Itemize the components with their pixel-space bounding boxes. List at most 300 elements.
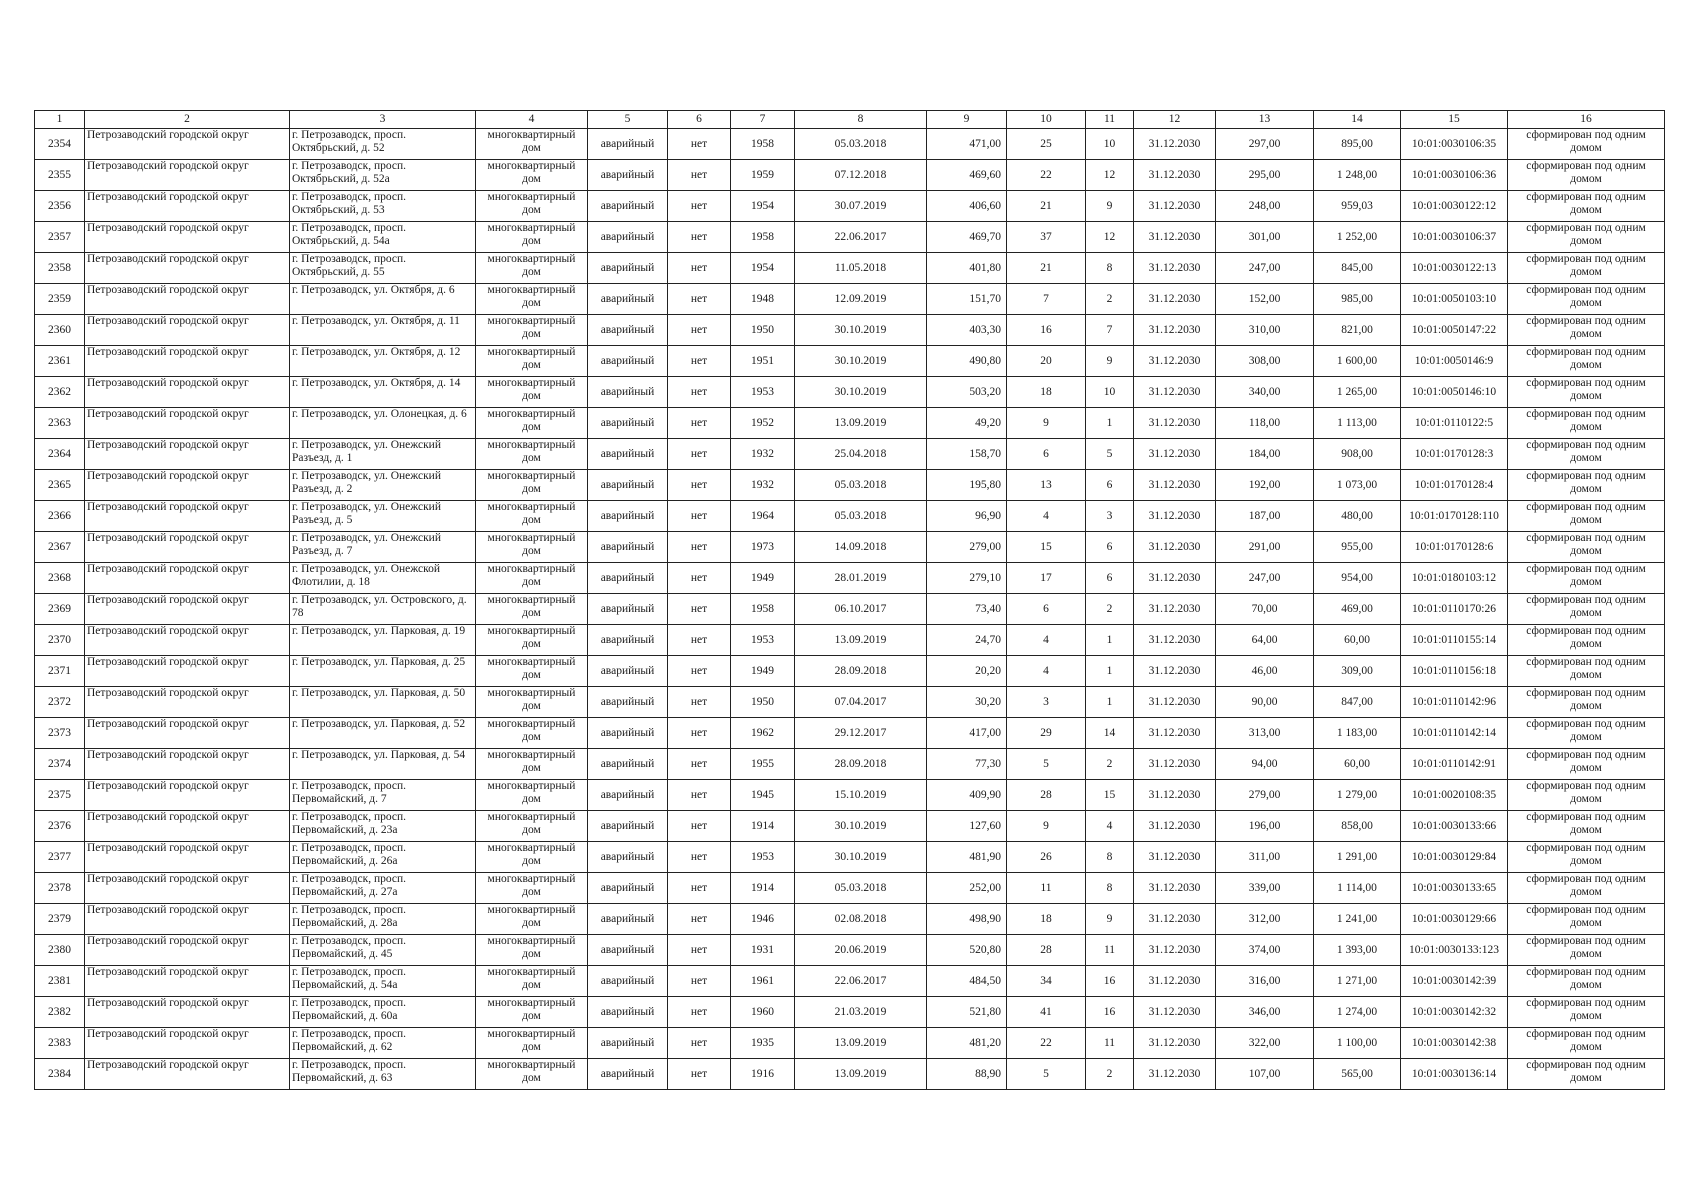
cell-condition: аварийный bbox=[588, 470, 668, 501]
cell-recognition-date: 28.09.2018 bbox=[795, 749, 927, 780]
cell-area: 401,80 bbox=[927, 253, 1007, 284]
cell-row-number: 2380 bbox=[35, 935, 85, 966]
cell-building-type: многоквартирный дом bbox=[476, 284, 588, 315]
cell-value-14: 1 114,00 bbox=[1314, 873, 1401, 904]
cell-land-plot-note: сформирован под одним домом bbox=[1508, 408, 1665, 439]
cell-build-year: 1953 bbox=[731, 842, 795, 873]
cell-cadastral-number: 10:01:0030142:38 bbox=[1401, 1028, 1508, 1059]
cell-condition: аварийный bbox=[588, 749, 668, 780]
cell-status-flag: нет bbox=[668, 129, 731, 160]
table-row bbox=[35, 408, 1665, 439]
cell-status-flag: нет bbox=[668, 811, 731, 842]
cell-value-13: 187,00 bbox=[1216, 501, 1314, 532]
cell-building-type: многоквартирный дом bbox=[476, 253, 588, 284]
column-header-14: 14 bbox=[1314, 111, 1401, 129]
table-row bbox=[35, 315, 1665, 346]
cell-apartments: 1 bbox=[1086, 625, 1134, 656]
cell-address: г. Петрозаводск, ул. Октября, д. 11 bbox=[290, 315, 476, 346]
table-row bbox=[35, 253, 1665, 284]
cell-area: 73,40 bbox=[927, 594, 1007, 625]
cell-build-year: 1952 bbox=[731, 408, 795, 439]
cell-municipality: Петрозаводский городской округ bbox=[85, 718, 290, 749]
cell-area: 20,20 bbox=[927, 656, 1007, 687]
cell-row-number: 2357 bbox=[35, 222, 85, 253]
column-header-12: 12 bbox=[1134, 111, 1216, 129]
cell-value-13: 46,00 bbox=[1216, 656, 1314, 687]
cell-area: 406,60 bbox=[927, 191, 1007, 222]
cell-build-year: 1958 bbox=[731, 594, 795, 625]
cell-row-number: 2371 bbox=[35, 656, 85, 687]
cell-residents: 4 bbox=[1007, 656, 1086, 687]
cell-planned-date: 31.12.2030 bbox=[1134, 439, 1216, 470]
cell-planned-date: 31.12.2030 bbox=[1134, 222, 1216, 253]
cell-municipality: Петрозаводский городской округ bbox=[85, 656, 290, 687]
cell-area: 409,90 bbox=[927, 780, 1007, 811]
cell-residents: 37 bbox=[1007, 222, 1086, 253]
cell-residents: 28 bbox=[1007, 935, 1086, 966]
cell-condition: аварийный bbox=[588, 129, 668, 160]
table-row bbox=[35, 687, 1665, 718]
cell-condition: аварийный bbox=[588, 842, 668, 873]
cell-row-number: 2361 bbox=[35, 346, 85, 377]
cell-planned-date: 31.12.2030 bbox=[1134, 377, 1216, 408]
cell-building-type: многоквартирный дом bbox=[476, 935, 588, 966]
cell-recognition-date: 30.10.2019 bbox=[795, 842, 927, 873]
cell-value-13: 311,00 bbox=[1216, 842, 1314, 873]
column-header-2: 2 bbox=[85, 111, 290, 129]
cell-area: 403,30 bbox=[927, 315, 1007, 346]
cell-area: 49,20 bbox=[927, 408, 1007, 439]
cell-address: г. Петрозаводск, просп. Первомайский, д. 54а bbox=[290, 966, 476, 997]
column-header-16: 16 bbox=[1508, 111, 1665, 129]
cell-municipality: Петрозаводский городской округ bbox=[85, 408, 290, 439]
cell-value-14: 955,00 bbox=[1314, 532, 1401, 563]
cell-recognition-date: 07.12.2018 bbox=[795, 160, 927, 191]
cell-planned-date: 31.12.2030 bbox=[1134, 625, 1216, 656]
cell-apartments: 2 bbox=[1086, 1059, 1134, 1090]
cell-address: г. Петрозаводск, ул. Октября, д. 12 bbox=[290, 346, 476, 377]
cell-building-type: многоквартирный дом bbox=[476, 377, 588, 408]
cell-condition: аварийный bbox=[588, 656, 668, 687]
cell-residents: 7 bbox=[1007, 284, 1086, 315]
cell-building-type: многоквартирный дом bbox=[476, 408, 588, 439]
cell-apartments: 8 bbox=[1086, 253, 1134, 284]
cell-area: 24,70 bbox=[927, 625, 1007, 656]
cell-residents: 25 bbox=[1007, 129, 1086, 160]
cell-value-14: 1 113,00 bbox=[1314, 408, 1401, 439]
cell-condition: аварийный bbox=[588, 1059, 668, 1090]
cell-build-year: 1961 bbox=[731, 966, 795, 997]
cell-apartments: 14 bbox=[1086, 718, 1134, 749]
cell-value-14: 480,00 bbox=[1314, 501, 1401, 532]
cell-recognition-date: 13.09.2019 bbox=[795, 625, 927, 656]
cell-recognition-date: 14.09.2018 bbox=[795, 532, 927, 563]
cell-municipality: Петрозаводский городской округ bbox=[85, 222, 290, 253]
housing-table bbox=[34, 110, 1665, 1090]
cell-residents: 26 bbox=[1007, 842, 1086, 873]
cell-value-13: 64,00 bbox=[1216, 625, 1314, 656]
cell-land-plot-note: сформирован под одним домом bbox=[1508, 966, 1665, 997]
cell-value-13: 310,00 bbox=[1216, 315, 1314, 346]
cell-cadastral-number: 10:01:0050146:10 bbox=[1401, 377, 1508, 408]
cell-build-year: 1953 bbox=[731, 625, 795, 656]
cell-address: г. Петрозаводск, просп. Первомайский, д. 7 bbox=[290, 780, 476, 811]
cell-municipality: Петрозаводский городской округ bbox=[85, 563, 290, 594]
cell-build-year: 1916 bbox=[731, 1059, 795, 1090]
cell-status-flag: нет bbox=[668, 191, 731, 222]
cell-cadastral-number: 10:01:0110156:18 bbox=[1401, 656, 1508, 687]
cell-municipality: Петрозаводский городской округ bbox=[85, 780, 290, 811]
cell-row-number: 2367 bbox=[35, 532, 85, 563]
cell-area: 481,20 bbox=[927, 1028, 1007, 1059]
cell-planned-date: 31.12.2030 bbox=[1134, 904, 1216, 935]
cell-municipality: Петрозаводский городской округ bbox=[85, 470, 290, 501]
cell-status-flag: нет bbox=[668, 780, 731, 811]
cell-build-year: 1953 bbox=[731, 377, 795, 408]
cell-residents: 21 bbox=[1007, 253, 1086, 284]
cell-condition: аварийный bbox=[588, 687, 668, 718]
cell-land-plot-note: сформирован под одним домом bbox=[1508, 191, 1665, 222]
table-row bbox=[35, 811, 1665, 842]
cell-value-14: 845,00 bbox=[1314, 253, 1401, 284]
cell-address: г. Петрозаводск, просп. Первомайский, д. 63 bbox=[290, 1059, 476, 1090]
cell-row-number: 2370 bbox=[35, 625, 85, 656]
cell-address: г. Петрозаводск, просп. Первомайский, д. 26а bbox=[290, 842, 476, 873]
cell-area: 279,00 bbox=[927, 532, 1007, 563]
table-body bbox=[35, 129, 1665, 1090]
cell-address: г. Петрозаводск, просп. Октябрьский, д. 55 bbox=[290, 253, 476, 284]
cell-municipality: Петрозаводский городской округ bbox=[85, 873, 290, 904]
cell-planned-date: 31.12.2030 bbox=[1134, 594, 1216, 625]
cell-municipality: Петрозаводский городской округ bbox=[85, 253, 290, 284]
cell-condition: аварийный bbox=[588, 904, 668, 935]
cell-value-13: 346,00 bbox=[1216, 997, 1314, 1028]
cell-municipality: Петрозаводский городской округ bbox=[85, 129, 290, 160]
cell-cadastral-number: 10:01:0050103:10 bbox=[1401, 284, 1508, 315]
cell-value-14: 1 274,00 bbox=[1314, 997, 1401, 1028]
cell-cadastral-number: 10:01:0110155:14 bbox=[1401, 625, 1508, 656]
cell-value-13: 247,00 bbox=[1216, 563, 1314, 594]
cell-address: г. Петрозаводск, просп. Первомайский, д. 62 bbox=[290, 1028, 476, 1059]
cell-cadastral-number: 10:01:0020108:35 bbox=[1401, 780, 1508, 811]
cell-condition: аварийный bbox=[588, 997, 668, 1028]
cell-recognition-date: 13.09.2019 bbox=[795, 1059, 927, 1090]
cell-residents: 5 bbox=[1007, 1059, 1086, 1090]
cell-recognition-date: 05.03.2018 bbox=[795, 470, 927, 501]
cell-recognition-date: 05.03.2018 bbox=[795, 129, 927, 160]
table-row bbox=[35, 625, 1665, 656]
cell-cadastral-number: 10:01:0170128:6 bbox=[1401, 532, 1508, 563]
cell-value-13: 297,00 bbox=[1216, 129, 1314, 160]
cell-building-type: многоквартирный дом bbox=[476, 997, 588, 1028]
cell-condition: аварийный bbox=[588, 222, 668, 253]
cell-apartments: 2 bbox=[1086, 749, 1134, 780]
cell-address: г. Петрозаводск, ул. Островского, д. 78 bbox=[290, 594, 476, 625]
cell-municipality: Петрозаводский городской округ bbox=[85, 997, 290, 1028]
cell-apartments: 10 bbox=[1086, 377, 1134, 408]
cell-municipality: Петрозаводский городской округ bbox=[85, 284, 290, 315]
cell-cadastral-number: 10:01:0170128:3 bbox=[1401, 439, 1508, 470]
cell-status-flag: нет bbox=[668, 377, 731, 408]
cell-area: 503,20 bbox=[927, 377, 1007, 408]
cell-land-plot-note: сформирован под одним домом bbox=[1508, 656, 1665, 687]
cell-cadastral-number: 10:01:0110170:26 bbox=[1401, 594, 1508, 625]
cell-area: 279,10 bbox=[927, 563, 1007, 594]
cell-row-number: 2354 bbox=[35, 129, 85, 160]
table-row bbox=[35, 594, 1665, 625]
cell-condition: аварийный bbox=[588, 408, 668, 439]
cell-municipality: Петрозаводский городской округ bbox=[85, 315, 290, 346]
cell-condition: аварийный bbox=[588, 780, 668, 811]
cell-build-year: 1951 bbox=[731, 346, 795, 377]
cell-planned-date: 31.12.2030 bbox=[1134, 408, 1216, 439]
cell-value-14: 1 265,00 bbox=[1314, 377, 1401, 408]
cell-land-plot-note: сформирован под одним домом bbox=[1508, 563, 1665, 594]
table-row bbox=[35, 842, 1665, 873]
cell-build-year: 1959 bbox=[731, 160, 795, 191]
cell-planned-date: 31.12.2030 bbox=[1134, 780, 1216, 811]
cell-condition: аварийный bbox=[588, 284, 668, 315]
cell-address: г. Петрозаводск, просп. Октябрьский, д. 53 bbox=[290, 191, 476, 222]
cell-status-flag: нет bbox=[668, 408, 731, 439]
column-header-9: 9 bbox=[927, 111, 1007, 129]
cell-area: 30,20 bbox=[927, 687, 1007, 718]
cell-planned-date: 31.12.2030 bbox=[1134, 160, 1216, 191]
cell-cadastral-number: 10:01:0030106:37 bbox=[1401, 222, 1508, 253]
table-row bbox=[35, 377, 1665, 408]
cell-residents: 22 bbox=[1007, 1028, 1086, 1059]
cell-build-year: 1950 bbox=[731, 687, 795, 718]
table-row bbox=[35, 997, 1665, 1028]
cell-residents: 6 bbox=[1007, 439, 1086, 470]
cell-recognition-date: 05.03.2018 bbox=[795, 501, 927, 532]
cell-value-13: 107,00 bbox=[1216, 1059, 1314, 1090]
cell-value-14: 908,00 bbox=[1314, 439, 1401, 470]
cell-land-plot-note: сформирован под одним домом bbox=[1508, 780, 1665, 811]
table-row bbox=[35, 501, 1665, 532]
cell-residents: 6 bbox=[1007, 594, 1086, 625]
cell-value-14: 1 073,00 bbox=[1314, 470, 1401, 501]
cell-recognition-date: 05.03.2018 bbox=[795, 873, 927, 904]
cell-condition: аварийный bbox=[588, 625, 668, 656]
cell-condition: аварийный bbox=[588, 811, 668, 842]
cell-value-13: 279,00 bbox=[1216, 780, 1314, 811]
cell-value-14: 1 271,00 bbox=[1314, 966, 1401, 997]
cell-status-flag: нет bbox=[668, 253, 731, 284]
cell-address: г. Петрозаводск, просп. Первомайский, д. 23а bbox=[290, 811, 476, 842]
cell-cadastral-number: 10:01:0030133:123 bbox=[1401, 935, 1508, 966]
cell-row-number: 2368 bbox=[35, 563, 85, 594]
column-header-6: 6 bbox=[668, 111, 731, 129]
cell-build-year: 1954 bbox=[731, 191, 795, 222]
cell-building-type: многоквартирный дом bbox=[476, 470, 588, 501]
cell-area: 521,80 bbox=[927, 997, 1007, 1028]
cell-planned-date: 31.12.2030 bbox=[1134, 191, 1216, 222]
cell-area: 127,60 bbox=[927, 811, 1007, 842]
table-row bbox=[35, 563, 1665, 594]
cell-building-type: многоквартирный дом bbox=[476, 904, 588, 935]
cell-recognition-date: 30.10.2019 bbox=[795, 346, 927, 377]
cell-row-number: 2378 bbox=[35, 873, 85, 904]
cell-status-flag: нет bbox=[668, 470, 731, 501]
cell-status-flag: нет bbox=[668, 160, 731, 191]
cell-build-year: 1949 bbox=[731, 656, 795, 687]
cell-residents: 15 bbox=[1007, 532, 1086, 563]
cell-condition: аварийный bbox=[588, 439, 668, 470]
cell-value-14: 1 100,00 bbox=[1314, 1028, 1401, 1059]
cell-status-flag: нет bbox=[668, 594, 731, 625]
cell-area: 252,00 bbox=[927, 873, 1007, 904]
cell-recognition-date: 30.10.2019 bbox=[795, 377, 927, 408]
cell-building-type: многоквартирный дом bbox=[476, 160, 588, 191]
cell-municipality: Петрозаводский городской округ bbox=[85, 1028, 290, 1059]
cell-building-type: многоквартирный дом bbox=[476, 966, 588, 997]
cell-value-14: 858,00 bbox=[1314, 811, 1401, 842]
cell-row-number: 2364 bbox=[35, 439, 85, 470]
cell-value-14: 1 600,00 bbox=[1314, 346, 1401, 377]
cell-row-number: 2375 bbox=[35, 780, 85, 811]
cell-residents: 4 bbox=[1007, 625, 1086, 656]
cell-condition: аварийный bbox=[588, 191, 668, 222]
cell-row-number: 2358 bbox=[35, 253, 85, 284]
cell-apartments: 11 bbox=[1086, 1028, 1134, 1059]
cell-value-13: 312,00 bbox=[1216, 904, 1314, 935]
cell-build-year: 1935 bbox=[731, 1028, 795, 1059]
cell-planned-date: 31.12.2030 bbox=[1134, 129, 1216, 160]
cell-cadastral-number: 10:01:0110142:14 bbox=[1401, 718, 1508, 749]
cell-building-type: многоквартирный дом bbox=[476, 749, 588, 780]
cell-cadastral-number: 10:01:0030136:14 bbox=[1401, 1059, 1508, 1090]
cell-row-number: 2384 bbox=[35, 1059, 85, 1090]
cell-planned-date: 31.12.2030 bbox=[1134, 346, 1216, 377]
cell-planned-date: 31.12.2030 bbox=[1134, 315, 1216, 346]
table-row bbox=[35, 935, 1665, 966]
table-row bbox=[35, 160, 1665, 191]
cell-address: г. Петрозаводск, ул. Олонецкая, д. 6 bbox=[290, 408, 476, 439]
cell-building-type: многоквартирный дом bbox=[476, 222, 588, 253]
cell-address: г. Петрозаводск, ул. Парковая, д. 50 bbox=[290, 687, 476, 718]
cell-residents: 3 bbox=[1007, 687, 1086, 718]
cell-value-14: 1 252,00 bbox=[1314, 222, 1401, 253]
cell-status-flag: нет bbox=[668, 749, 731, 780]
cell-recognition-date: 25.04.2018 bbox=[795, 439, 927, 470]
cell-value-13: 322,00 bbox=[1216, 1028, 1314, 1059]
cell-value-14: 1 393,00 bbox=[1314, 935, 1401, 966]
cell-land-plot-note: сформирован под одним домом bbox=[1508, 532, 1665, 563]
cell-value-13: 152,00 bbox=[1216, 284, 1314, 315]
cell-value-13: 340,00 bbox=[1216, 377, 1314, 408]
cell-value-14: 1 248,00 bbox=[1314, 160, 1401, 191]
cell-address: г. Петрозаводск, просп. Первомайский, д. 60а bbox=[290, 997, 476, 1028]
cell-planned-date: 31.12.2030 bbox=[1134, 718, 1216, 749]
cell-value-13: 184,00 bbox=[1216, 439, 1314, 470]
cell-address: г. Петрозаводск, ул. Онежский Разъезд, д. 1 bbox=[290, 439, 476, 470]
cell-status-flag: нет bbox=[668, 687, 731, 718]
cell-municipality: Петрозаводский городской округ bbox=[85, 904, 290, 935]
cell-row-number: 2369 bbox=[35, 594, 85, 625]
cell-row-number: 2366 bbox=[35, 501, 85, 532]
cell-planned-date: 31.12.2030 bbox=[1134, 842, 1216, 873]
cell-build-year: 1964 bbox=[731, 501, 795, 532]
cell-status-flag: нет bbox=[668, 1059, 731, 1090]
cell-address: г. Петрозаводск, ул. Парковая, д. 25 bbox=[290, 656, 476, 687]
table-row bbox=[35, 1028, 1665, 1059]
cell-apartments: 2 bbox=[1086, 594, 1134, 625]
cell-row-number: 2362 bbox=[35, 377, 85, 408]
cell-build-year: 1932 bbox=[731, 470, 795, 501]
cell-status-flag: нет bbox=[668, 346, 731, 377]
cell-recognition-date: 13.09.2019 bbox=[795, 408, 927, 439]
cell-cadastral-number: 10:01:0170128:110 bbox=[1401, 501, 1508, 532]
cell-value-13: 70,00 bbox=[1216, 594, 1314, 625]
cell-apartments: 4 bbox=[1086, 811, 1134, 842]
cell-residents: 28 bbox=[1007, 780, 1086, 811]
cell-municipality: Петрозаводский городской округ bbox=[85, 625, 290, 656]
cell-area: 417,00 bbox=[927, 718, 1007, 749]
cell-build-year: 1945 bbox=[731, 780, 795, 811]
cell-land-plot-note: сформирован под одним домом bbox=[1508, 842, 1665, 873]
cell-area: 490,80 bbox=[927, 346, 1007, 377]
cell-cadastral-number: 10:01:0030133:66 bbox=[1401, 811, 1508, 842]
cell-value-13: 295,00 bbox=[1216, 160, 1314, 191]
cell-row-number: 2374 bbox=[35, 749, 85, 780]
cell-land-plot-note: сформирован под одним домом bbox=[1508, 315, 1665, 346]
column-header-7: 7 bbox=[731, 111, 795, 129]
cell-build-year: 1955 bbox=[731, 749, 795, 780]
column-header-3: 3 bbox=[290, 111, 476, 129]
cell-recognition-date: 28.01.2019 bbox=[795, 563, 927, 594]
cell-address: г. Петрозаводск, ул. Парковая, д. 19 bbox=[290, 625, 476, 656]
cell-area: 195,80 bbox=[927, 470, 1007, 501]
cell-recognition-date: 12.09.2019 bbox=[795, 284, 927, 315]
table-row bbox=[35, 439, 1665, 470]
table-row bbox=[35, 222, 1665, 253]
cell-cadastral-number: 10:01:0030142:32 bbox=[1401, 997, 1508, 1028]
cell-apartments: 12 bbox=[1086, 160, 1134, 191]
cell-planned-date: 31.12.2030 bbox=[1134, 687, 1216, 718]
column-header-10: 10 bbox=[1007, 111, 1086, 129]
cell-value-14: 895,00 bbox=[1314, 129, 1401, 160]
cell-status-flag: нет bbox=[668, 563, 731, 594]
cell-row-number: 2372 bbox=[35, 687, 85, 718]
cell-value-14: 954,00 bbox=[1314, 563, 1401, 594]
cell-address: г. Петрозаводск, ул. Онежской Флотилии, д. 18 bbox=[290, 563, 476, 594]
cell-apartments: 9 bbox=[1086, 904, 1134, 935]
cell-building-type: многоквартирный дом bbox=[476, 718, 588, 749]
cell-value-14: 985,00 bbox=[1314, 284, 1401, 315]
cell-build-year: 1946 bbox=[731, 904, 795, 935]
cell-status-flag: нет bbox=[668, 873, 731, 904]
cell-value-14: 309,00 bbox=[1314, 656, 1401, 687]
cell-land-plot-note: сформирован под одним домом bbox=[1508, 625, 1665, 656]
cell-building-type: многоквартирный дом bbox=[476, 842, 588, 873]
cell-area: 469,70 bbox=[927, 222, 1007, 253]
cell-value-14: 60,00 bbox=[1314, 625, 1401, 656]
cell-planned-date: 31.12.2030 bbox=[1134, 284, 1216, 315]
cell-recognition-date: 21.03.2019 bbox=[795, 997, 927, 1028]
cell-status-flag: нет bbox=[668, 501, 731, 532]
cell-value-13: 313,00 bbox=[1216, 718, 1314, 749]
cell-cadastral-number: 10:01:0030142:39 bbox=[1401, 966, 1508, 997]
cell-residents: 22 bbox=[1007, 160, 1086, 191]
cell-row-number: 2379 bbox=[35, 904, 85, 935]
cell-municipality: Петрозаводский городской округ bbox=[85, 842, 290, 873]
column-header-4: 4 bbox=[476, 111, 588, 129]
cell-row-number: 2382 bbox=[35, 997, 85, 1028]
cell-address: г. Петрозаводск, ул. Парковая, д. 54 bbox=[290, 749, 476, 780]
cell-address: г. Петрозаводск, ул. Онежский Разъезд, д. 7 bbox=[290, 532, 476, 563]
cell-row-number: 2377 bbox=[35, 842, 85, 873]
